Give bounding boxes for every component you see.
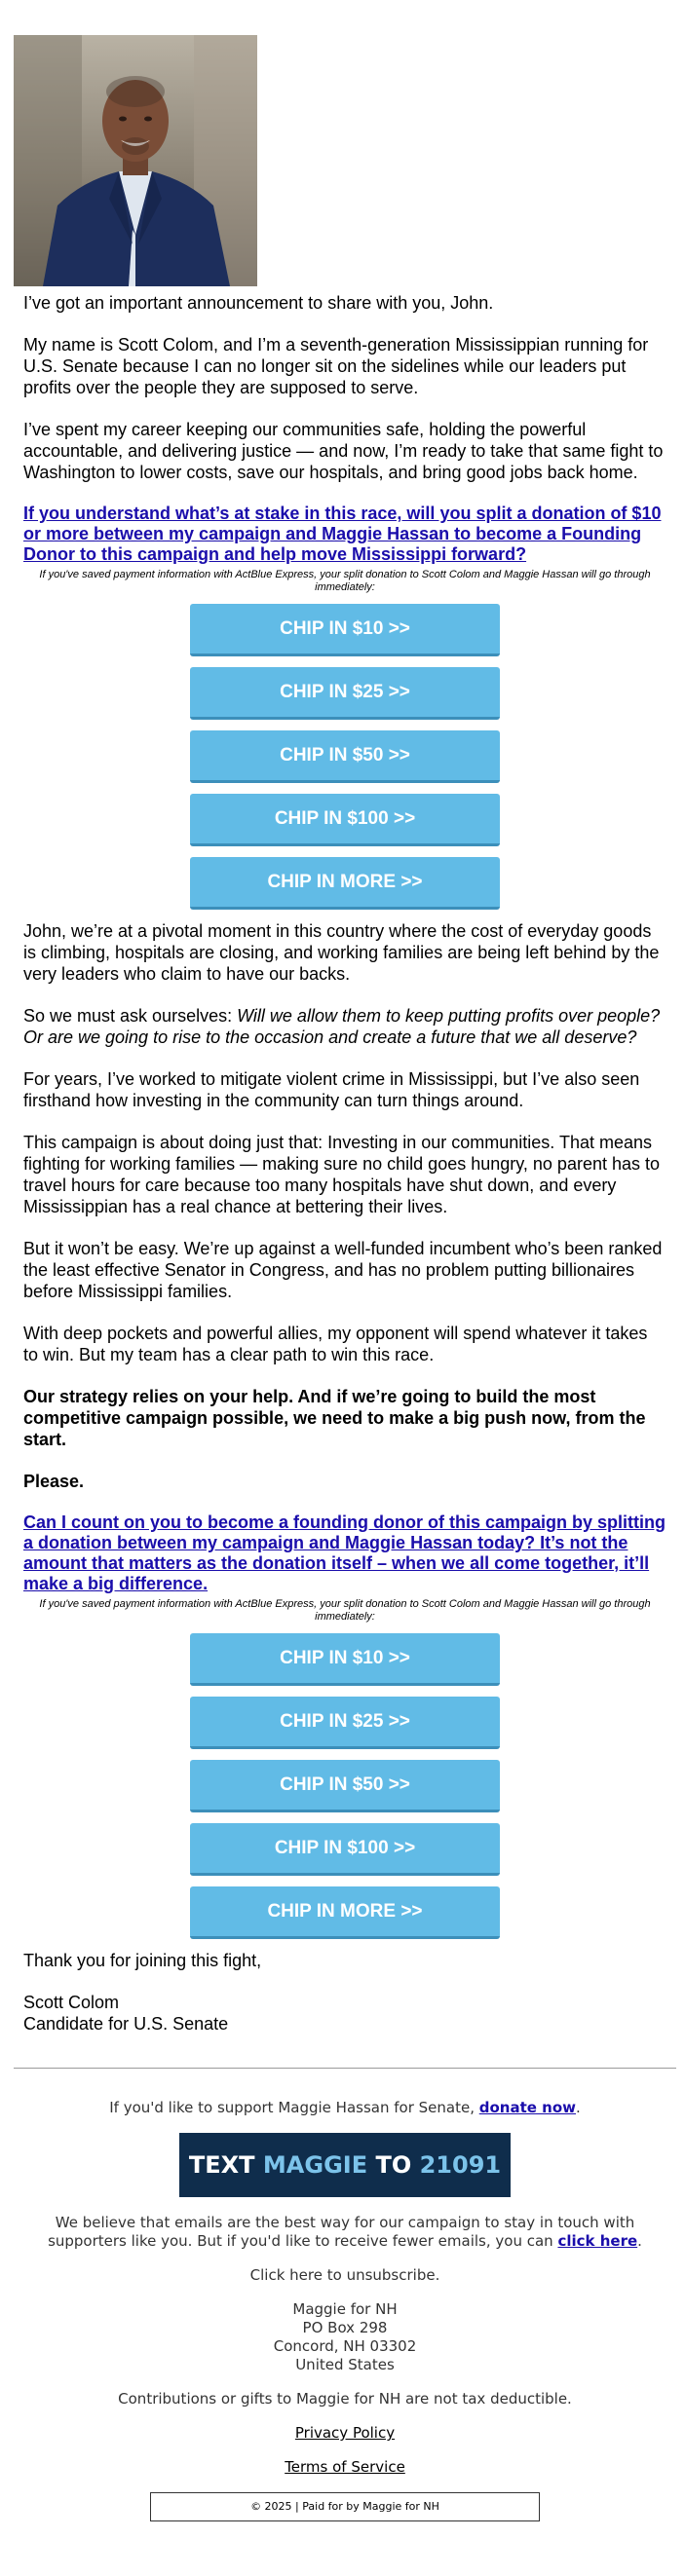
chip-in-10-button-2[interactable]: CHIP IN $10 >> [190,1633,500,1686]
chip-in-25-button[interactable]: CHIP IN $25 >> [190,667,500,720]
donate-now-link[interactable]: donate now [478,2099,576,2116]
chip-in-100-button[interactable]: CHIP IN $100 >> [190,794,500,846]
letter-body [23,292,666,2035]
address-line-3: Concord, NH 03302 [273,2337,417,2355]
support-lead: If you'd like to support Maggie Hassan for Senate, [109,2099,479,2116]
chip-in-50-button[interactable]: CHIP IN $50 >> [190,730,500,783]
ask-ourselves-paragraph [23,1005,666,1048]
strategy-paragraph: Our strategy relies on your help. And if we’re going to build the most competitive campaign possible, we need to make a big push now, from the start. [23,1387,646,1449]
career-paragraph: I’ve spent my career keeping our communities safe, holding the powerful accountable, and delivering justice — and now, I’m ready to take that same fight to Washington to lower costs, save our hospitals, and bring good jobs back home. [23,420,664,482]
fewer-emails-end: . [637,2232,642,2250]
campaign-paragraph: This campaign is about doing just that: Investing in our communities. That means fighting for working families — making sure no child goes hungry, no parent has to travel hours for care because too many hospitals have shut down, and every Mississippian has a real chance at bettering their lives. [23,1133,661,1216]
address-line-1: Maggie for NH [292,2300,398,2318]
unsubscribe-link[interactable]: Click here to unsubscribe. [249,2266,440,2284]
text-keyword: MAGGIE [262,2151,368,2179]
deep-pockets-paragraph: With deep pockets and powerful allies, my opponent will spend whatever it takes to win. But my team has a clear path to win this race. [23,1324,648,1364]
signature [23,1992,666,2035]
donation-buttons-2 [23,1633,666,1939]
actblue-note-2: If you've saved payment information with ActBlue Express, your split donation to Scott Colom and Maggie Hassan will go through immediately: [39,1598,651,1623]
donation-buttons [23,604,666,910]
intro-paragraph: My name is Scott Colom, and I’m a seventh-generation Mississippian running for U.S. Senate because I can no longer sit on the sidelines while our leaders put profits over the people they are supposed to serve. [23,335,649,397]
ask-ourselves-question: Will we allow them to keep putting profits over people? Or are we going to rise to the occasion and create a future that we all deserve? [23,1006,661,1047]
fewer-emails-link[interactable]: click here [557,2232,638,2250]
donation-ask-link[interactable]: If you understand what’s at stake in this race, will you split a donation of $10 or more between my campaign and Maggie Hassan to become a Founding Donor to this campaign and help move Mississippi forward? [23,504,662,564]
text-maggie-banner[interactable] [179,2133,511,2197]
text-word: TEXT [188,2151,255,2179]
signature-name: Scott Colom [23,1993,120,2012]
privacy-policy-link[interactable]: Privacy Policy [294,2424,396,2442]
text-number: 21091 [419,2151,502,2179]
chip-in-50-button-2[interactable]: CHIP IN $50 >> [190,1760,500,1812]
fewer-emails-line [14,2214,676,2251]
chip-in-more-button[interactable]: CHIP IN MORE >> [190,857,500,910]
support-line [14,2099,676,2117]
candidate-photo [14,35,257,286]
pivotal-paragraph: John, we’re at a pivotal moment in this country where the cost of everyday goods is climbing, hospitals are closing, and working families are being left behind by the very leaders who claim to have our backs. [23,921,660,984]
mailing-address [14,2300,676,2374]
footer-divider [14,2068,676,2069]
please-text: Please. [23,1472,85,1491]
chip-in-more-button-2[interactable]: CHIP IN MORE >> [190,1886,500,1939]
support-end: . [576,2099,581,2116]
email-footer [14,2099,676,2521]
not-easy-paragraph: But it won’t be easy. We’re up against a well-funded incumbent who’s been ranked the least effective Senator in Congress, and has no problem putting billionaires before Mississippi families. [23,1239,663,1301]
actblue-note: If you've saved payment information with ActBlue Express, your split donation to Scott Colom and Maggie Hassan will go through immediately: [39,569,651,593]
founding-donor-ask-link[interactable]: Can I count on you to become a founding donor of this campaign by splitting a donation between my campaign and Maggie Hassan today? It’s not the amount that matters as the donation itself – when we all come together, it’ll make a big difference. [23,1512,666,1593]
signature-title: Candidate for U.S. Senate [23,2014,229,2034]
chip-in-10-button[interactable]: CHIP IN $10 >> [190,604,500,656]
ask-ourselves-lead: So we must ask ourselves: [23,1006,238,1026]
years-paragraph: For years, I’ve worked to mitigate violent crime in Mississippi, but I’ve also seen firsthand how investing in the community can turn things around. [23,1069,640,1110]
fewer-emails-lead: We believe that emails are the best way for our campaign to stay in touch with supporters like you. But if you'd like to receive fewer emails, you can [48,2214,635,2250]
thanks-text: Thank you for joining this fight, [23,1951,262,1970]
address-line-2: PO Box 298 [302,2319,388,2336]
paid-for-box: © 2025 | Paid for by Maggie for NH [150,2492,540,2521]
text-to: TO [375,2151,412,2179]
candidate-portrait-image [14,35,257,286]
greeting-text: I’ve got an important announcement to share with you, John. [23,293,494,313]
chip-in-25-button-2[interactable]: CHIP IN $25 >> [190,1697,500,1749]
address-line-4: United States [295,2356,395,2373]
terms-of-service-link[interactable]: Terms of Service [285,2458,405,2476]
tax-disclaimer: Contributions or gifts to Maggie for NH are not tax deductible. [118,2390,572,2408]
chip-in-100-button-2[interactable]: CHIP IN $100 >> [190,1823,500,1876]
